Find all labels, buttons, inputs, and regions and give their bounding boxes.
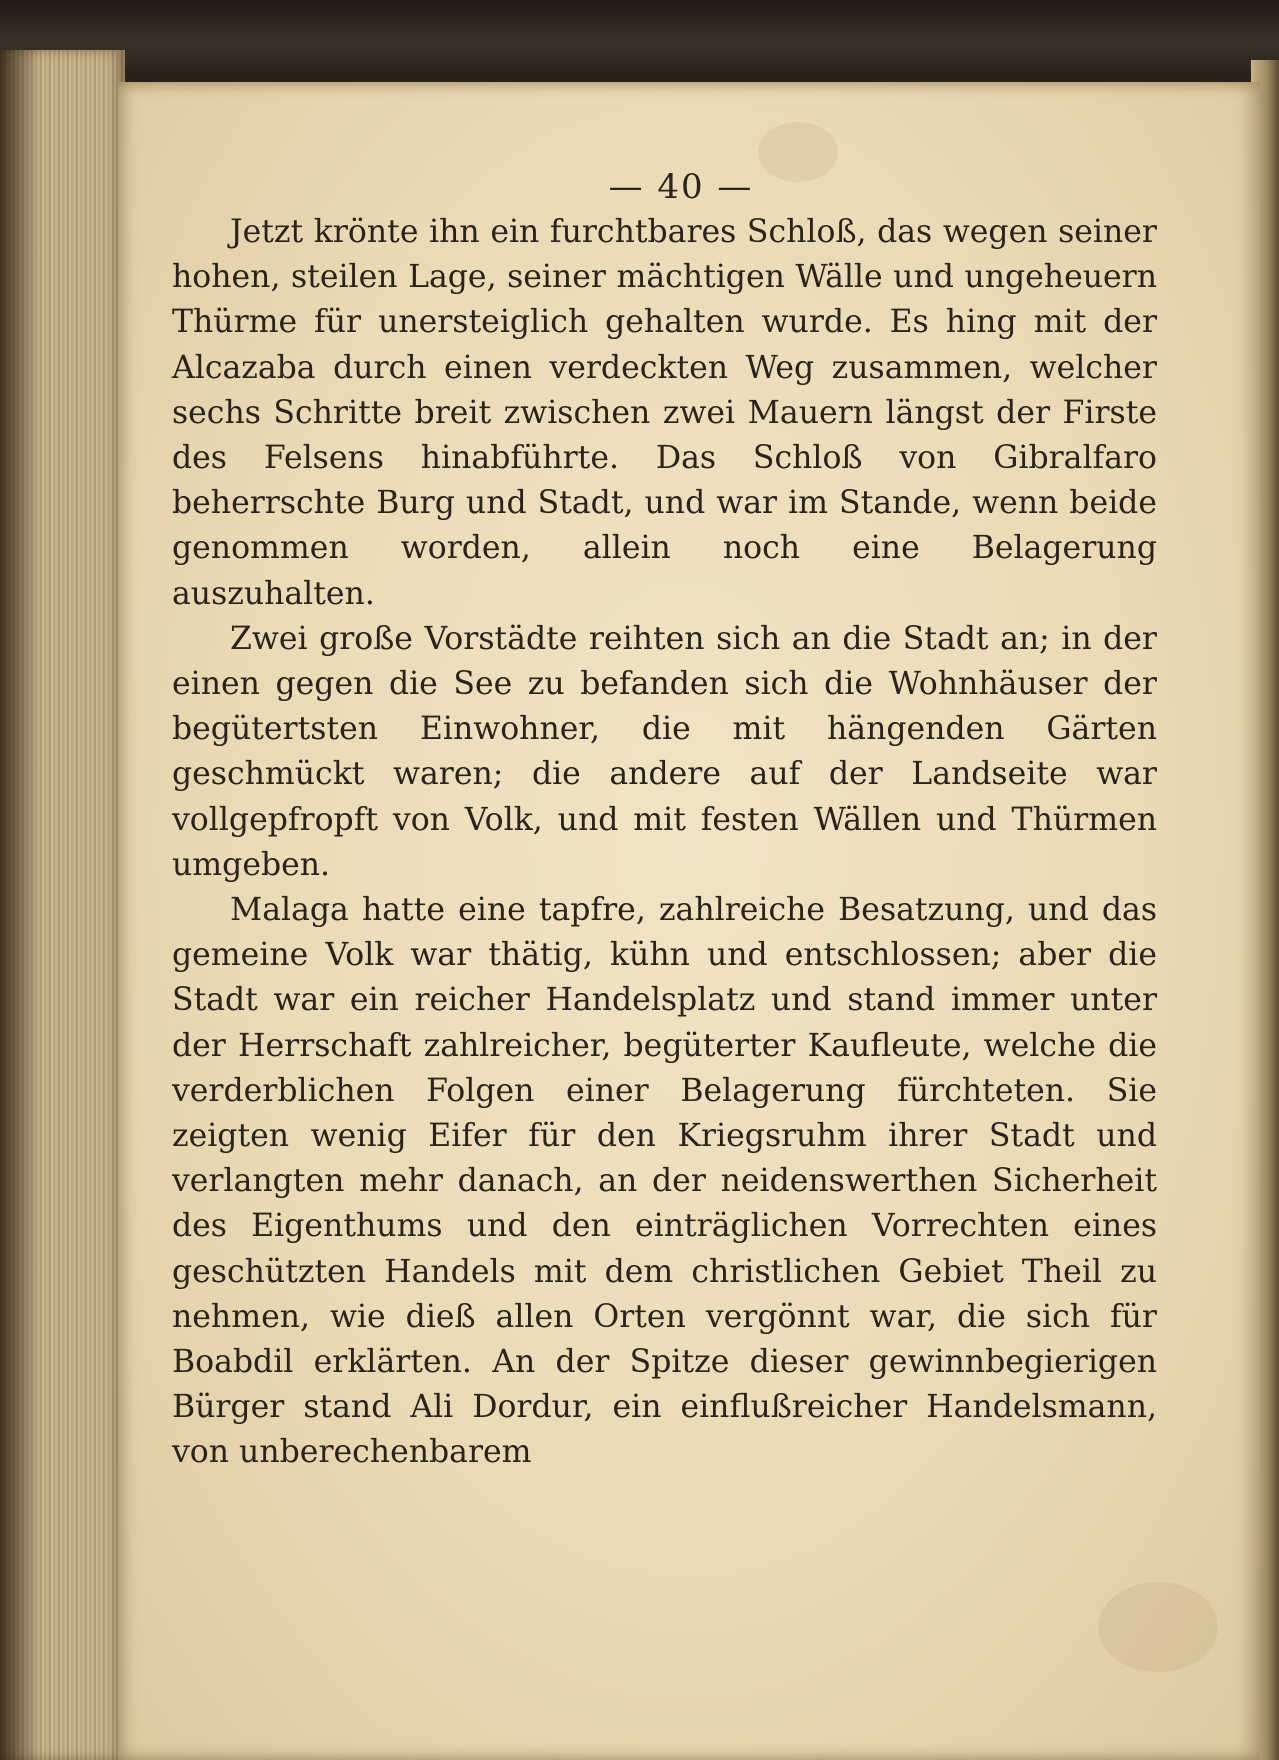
book-cover-edge [0, 0, 1279, 70]
body-text [172, 210, 1157, 1476]
paragraph-1: Jetzt krönte ihn ein furchtbares Schloß, das wegen seiner hohen, steilen Lage, seiner mächtigen Wälle und ungeheuern Thürme für unersteiglich gehalten wurde. Es hing mit der Alcazaba durch einen verdeckten Weg zusammen, welcher sechs Schritte breit zwischen zwei Mauern längst der Firste des Felsens hinabführte. Das Schloß von Gibralfaro beherrschte Burg und Stadt, und war im Stande, wenn beide genommen worden, allein noch eine Belagerung auszuhalten. [172, 214, 1157, 612]
page-number: — 40 — [608, 167, 754, 207]
binding-shadow [0, 50, 40, 1760]
paragraph-2: Zwei große Vorstädte reihten sich an die Stadt an; in der einen gegen die See zu befanden sich die Wohnhäuser der begütertsten Einwohner, die mit hängenden Gärten geschmückt waren; die andere auf der Landseite war vollgepfropft von Volk, und mit festen Wällen und Thürmen umgeben. [172, 620, 1157, 883]
paper-stain [1098, 1582, 1218, 1672]
paragraph-3: Malaga hatte eine tapfre, zahlreiche Besatzung, und das gemeine Volk war thätig, kühn und entschlossen; aber die Stadt war ein reicher Handelsplatz und stand immer unter der Herrschaft zahlreicher, begüterter Kaufleute, welche die verderblichen Folgen einer Belagerung fürchteten. Sie zeigten wenig Eifer für den Kriegsruhm ihrer Stadt und verlangten mehr danach, an der neidenswerthen Sicherheit des Eigenthums und den einträglichen Vorrechten eines geschützten Handels mit dem christlichen Gebiet Theil zu nehmen, wie dieß allen Orten vergönnt war, die sich für Boabdil erklärten. An der Spitze dieser gewinnbegierigen Bürger stand Ali Dordur, ein einflußreicher Handelsmann, von unberechenbarem [172, 892, 1157, 1471]
